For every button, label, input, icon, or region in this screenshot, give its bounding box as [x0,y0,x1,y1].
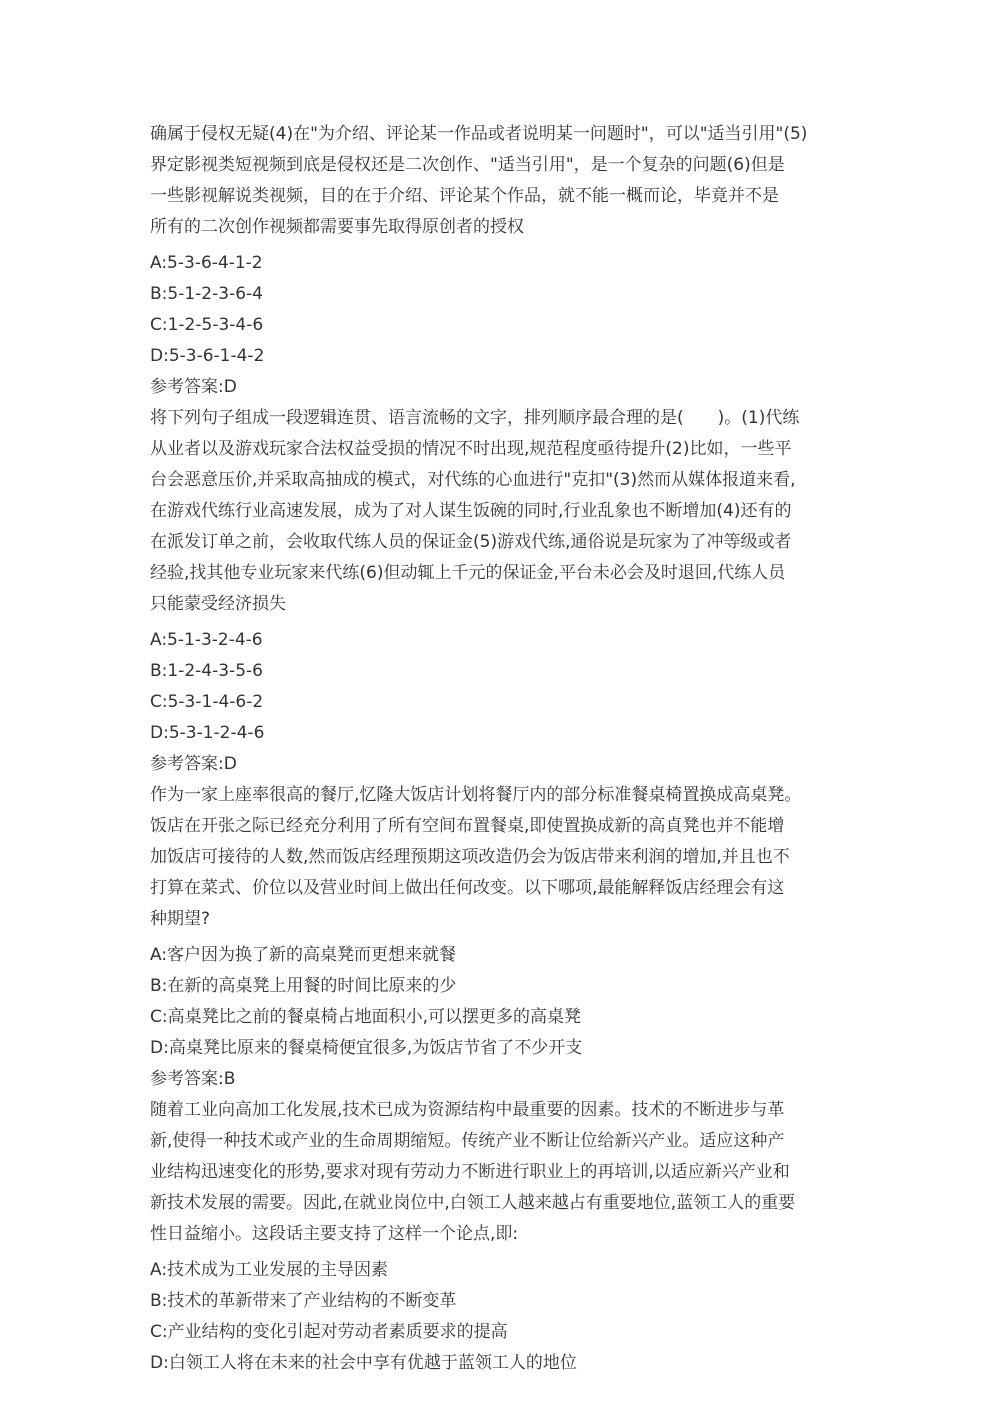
question-block [150,403,850,780]
question-stem: 作为一家上座率很高的餐厅,忆隆大饭店计划将餐厅内的部分标准餐桌椅置换成高桌凳。 饭店在开张之际已经充分利用了所有空间布置餐桌,即使置换成新的高貞凳也并不能增 加饭店可接待的人数,然而饭店经理预期这项改造仍会为饭店带来利润的增加,并且也不 打算在菜式、价位以及营业时间上做出任何改变。以下哪项,最能解释饭店经理会有这 种期望? [150,785,802,929]
question-block [150,1095,850,1379]
question-stem: 确属于侵权无疑(4)在"为介绍、评论某一作品或者说明某一问题时"，可以"适当引用"(5) 界定影视类短视频到底是侵权还是二次创作、"适当引用"，是一个复杂的问题(6)但是 一些影视解说类视频，目的在于介绍、评论某个作品，就不能一概而论，毕竟并不是 所有的二次创作视频都需要事先取得原创者的授权 [150,124,808,237]
document-page [150,119,850,1379]
option-c: C:高桌凳比之前的餐桌椅占地面积小,可以摆更多的高桌凳 [150,1007,582,1027]
option-b: B:5-1-2-3-6-4 [150,284,263,304]
option-d: D:白领工人将在未来的社会中享有优越于蓝领工人的地位 [150,1353,577,1373]
question-block [150,119,850,403]
option-c: C:产业结构的变化引起对劳动者素质要求的提高 [150,1322,508,1342]
option-b: B:1-2-4-3-5-6 [150,661,263,681]
question-block [150,780,850,1095]
option-b: B:在新的高桌凳上用餐的时间比原来的少 [150,976,457,996]
reference-answer: 参考答案:D [150,754,237,774]
option-c: C:1-2-5-3-4-6 [150,315,264,335]
option-c: C:5-3-1-4-6-2 [150,692,264,712]
reference-answer: 参考答案:B [150,1069,236,1089]
option-a: A:技术成为工业发展的主导因素 [150,1260,389,1280]
option-a: A:客户因为换了新的高桌凳而更想来就餐 [150,945,457,965]
option-a: A:5-1-3-2-4-6 [150,630,263,650]
question-stem: 随着工业向高加工化发展,技术已成为资源结构中最重要的因素。技术的不断进步与革 新,使得一种技术或产业的生命周期缩短。传统产业不断让位给新兴产业。适应这种产 业结构迅速变化的形势,要求对现有劳动力不断进行职业上的再培训,以适应新兴产业和 新技术发展的需要。因此,在就业岗位中,白领工人越来越占有重要地位,蓝领工人的重要 性日益缩小。这段话主要支持了这样一个论点,即: [150,1100,796,1244]
option-a: A:5-3-6-4-1-2 [150,253,263,273]
option-d: D:5-3-6-1-4-2 [150,346,265,366]
option-d: D:5-3-1-2-4-6 [150,723,265,743]
question-stem: 将下列句子组成一段逻辑连贯、语言流畅的文字，排列顺序最合理的是( )。(1)代练 从业者以及游戏玩家合法权益受损的情况不时出现,规范程度亟待提升(2)比如，一些平 台会恶意压价,并采取高抽成的模式，对代练的心血进行"克扣"(3)然而从媒体报道来看, 在游戏代练行业高速发展，成为了对人谋生饭碗的同时,行业乱象也不断增加(4)还有的 在派发订单之前，会收取代练人员的保证金(5)游戏代练,通俗说是玩家为了冲等级或者 经验,找其他专业玩家来代练(6)但动辄上千元的保证金,平台未必会及时退回,代练人员 只能蒙受经济损失 [150,408,800,614]
option-d: D:高桌凳比原来的餐桌椅便宜很多,为饭店节省了不少开支 [150,1038,583,1058]
reference-answer: 参考答案:D [150,377,237,397]
option-b: B:技术的革新带来了产业结构的不断变革 [150,1291,457,1311]
